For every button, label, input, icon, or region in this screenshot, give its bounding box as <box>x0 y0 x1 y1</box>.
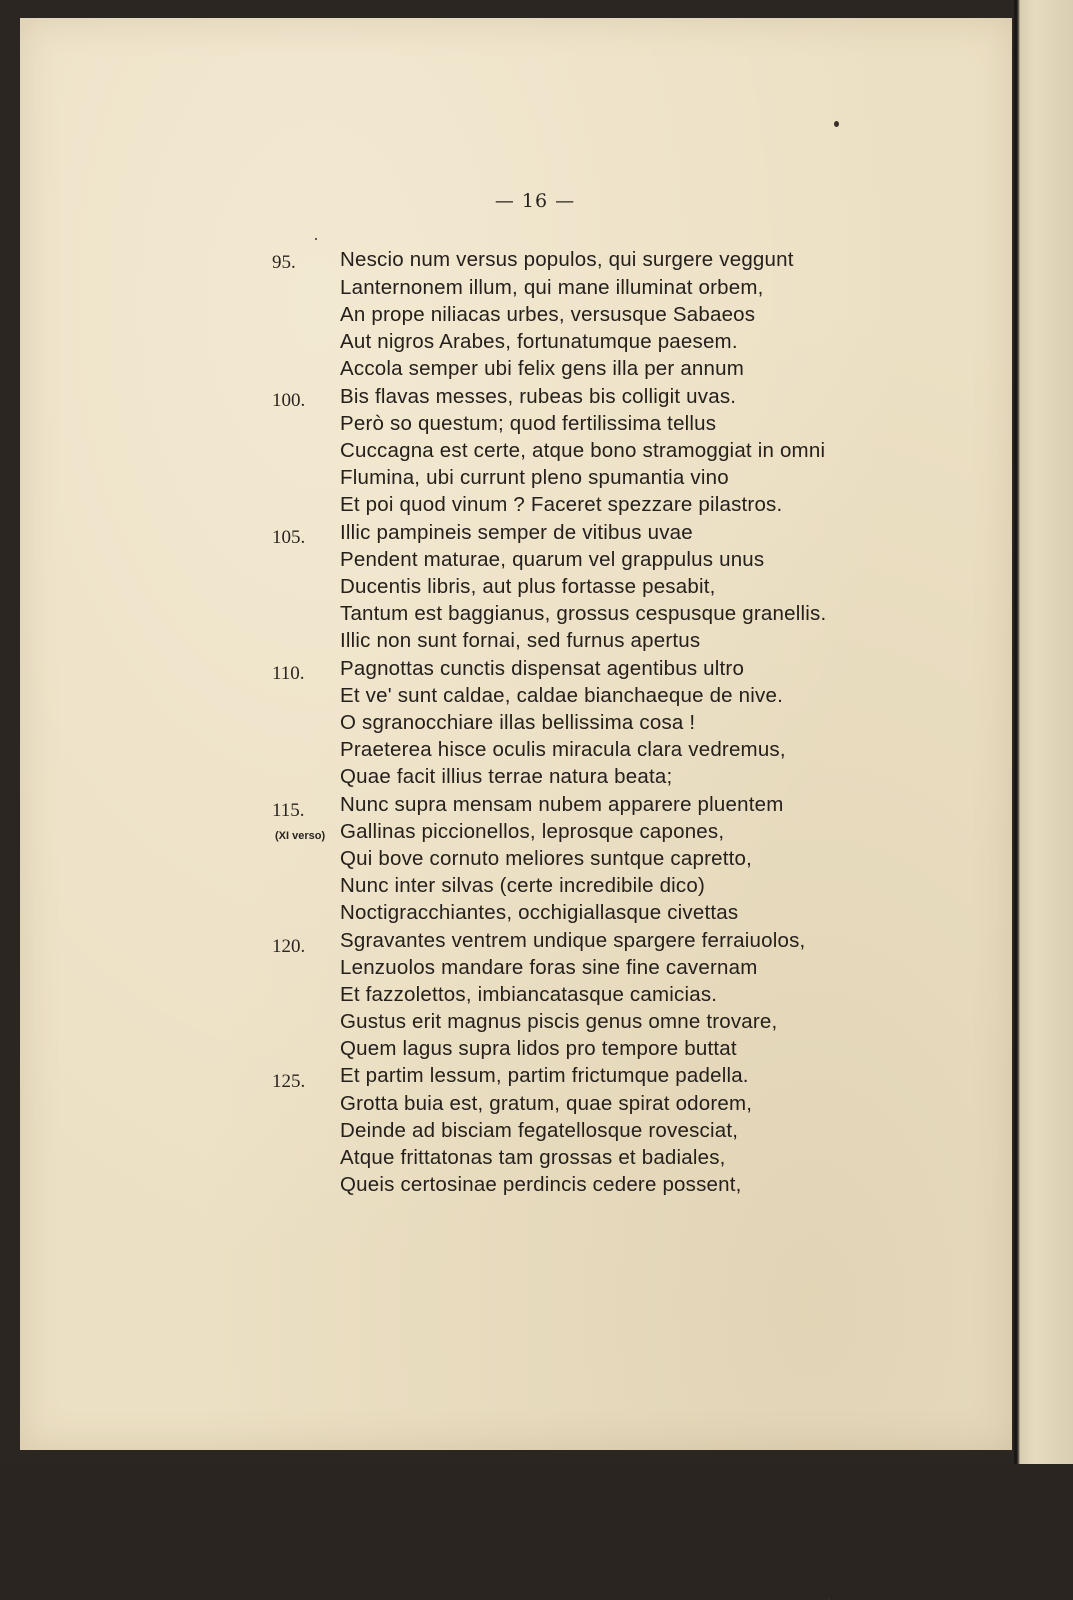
verse-line: An prope niliacas urbes, versusque Sabaeos <box>340 303 756 326</box>
line-number-115: 115. <box>272 800 305 821</box>
verse-line: Noctigracchiantes, occhigiallasque civettas <box>340 901 739 924</box>
verse-line: Nunc inter silvas (certe incredibile dico) <box>340 874 706 897</box>
verse-line: Qui bove cornuto meliores suntque capretto, <box>340 847 752 870</box>
line-number-125: 125. <box>272 1071 306 1092</box>
verse-line: Aut nigros Arabes, fortunatumque paesem. <box>340 330 738 353</box>
verse-line: Pendent maturae, quarum vel grappulus unus <box>340 548 765 571</box>
line-number-110: 110. <box>272 663 305 684</box>
verse-line: Flumina, ubi currunt pleno spumantia vino <box>340 466 729 489</box>
line-number-105: 105. <box>272 527 306 548</box>
verse-line: Nescio num versus populos, qui surgere veggunt <box>340 248 794 271</box>
verse-line: Sgravantes ventrem undique spargere ferraiuolos, <box>340 929 806 952</box>
ink-speck <box>834 121 839 127</box>
verse-line: Nunc supra mensam nubem apparere pluentem <box>340 793 784 816</box>
verse-line: Pagnottas cunctis dispensat agentibus ultro <box>340 657 745 680</box>
verse-line: Tantum est baggianus, grossus cespusque granellis. <box>340 602 827 625</box>
verse-line: Et fazzolettos, imbiancatasque camicias. <box>340 983 718 1006</box>
verse-line: Gallinas piccionellos, leprosque capones, <box>340 820 725 843</box>
verse-line: Praeterea hisce oculis miracula clara vedremus, <box>340 738 786 761</box>
verse-line: Lenzuolos mandare foras sine fine cavernam <box>340 956 758 979</box>
ink-speck <box>315 238 317 240</box>
verse-line: Et partim lessum, partim frictumque padella. <box>340 1064 749 1087</box>
verse-line: Gustus erit magnus piscis genus omne trovare, <box>340 1010 778 1033</box>
verse-line: Quae facit illius terrae natura beata; <box>340 765 673 788</box>
verse-line: Et poi quod vinum ? Faceret spezzare pilastros. <box>340 493 783 516</box>
verse-line: Lanternonem illum, qui mane illuminat orbem, <box>340 276 764 299</box>
verse-line: Ducentis libris, aut plus fortasse pesabit, <box>340 575 716 598</box>
verse-line: O sgranocchiare illas bellissima cosa ! <box>340 711 696 734</box>
verse-line: Et ve' sunt caldae, caldae bianchaeque de nive. <box>340 684 783 707</box>
verse-line: Grotta buia est, gratum, quae spirat odorem, <box>340 1092 753 1115</box>
line-number-95: 95. <box>272 252 296 273</box>
verse-line: Accola semper ubi felix gens illa per annum <box>340 357 744 380</box>
book-gutter <box>1014 0 1017 1464</box>
line-number-100: 100. <box>272 390 306 411</box>
verse-line: Atque frittatonas tam grossas et badiales, <box>340 1146 726 1169</box>
verse-line: Cuccagna est certe, atque bono stramoggiat in omni <box>340 439 826 462</box>
verse-line: Illic non sunt fornai, sed furnus apertus <box>340 629 701 652</box>
verse-line: Però so questum; quod fertilissima tellus <box>340 412 717 435</box>
verse-line: Queis certosinae perdincis cedere possent, <box>340 1173 742 1196</box>
verse-line: Deinde ad bisciam fegatellosque rovesciat, <box>340 1119 739 1142</box>
page-number: — 16 — <box>494 190 576 212</box>
verse-line: Bis flavas messes, rubeas bis colligit uvas. <box>340 385 737 408</box>
verse-line: Illic pampineis semper de vitibus uvae <box>340 521 693 544</box>
next-page-edge <box>1014 0 1073 1464</box>
marginal-note: (XI verso) <box>275 830 326 842</box>
line-number-120: 120. <box>272 936 306 957</box>
verse-line: Quem lagus supra lidos pro tempore buttat <box>340 1037 737 1060</box>
